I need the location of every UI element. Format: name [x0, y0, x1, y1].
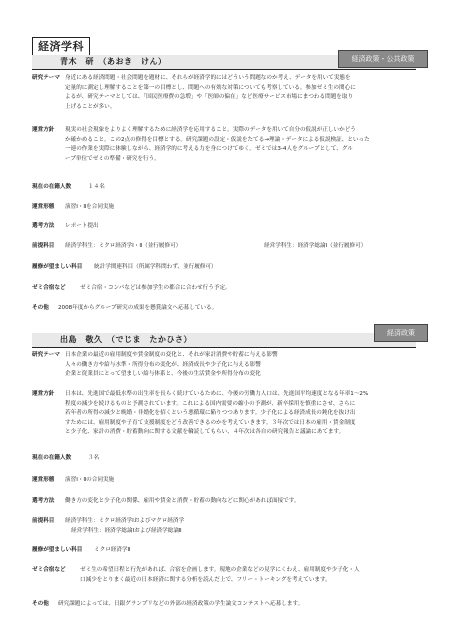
- field-label: 運営形態: [32, 204, 55, 210]
- field-label: 研究テーマ: [32, 75, 60, 81]
- field-label: 現在の在籍人数: [32, 184, 72, 190]
- field-value: 研究課題によっては、日銀グランプリなどの外部の経済政策の学生論文コンテストへ応募します。: [58, 601, 304, 607]
- field-value: レポート提出: [65, 223, 99, 229]
- field-value: ３名: [88, 455, 100, 461]
- field-label: ゼミ合宿など: [32, 567, 66, 573]
- field-label: 前提科目: [32, 518, 55, 524]
- field-label: 運営方針: [32, 391, 55, 397]
- field-label: 選考方法: [32, 223, 55, 229]
- field-badge: 経済政策: [374, 324, 428, 342]
- field-value: 身近にある経済問題・社会問題を題材に、それらが経済学的にはどういう問題なのか考え、データを用いて実態を 定量的に測定し理解することを第一の目標とし、問題への有効な対策についても考察している。参加ゼミ生の関心に よるが、研究テーマとしては、「国民医療費の急増」や「医師の偏在」など医療サービス市場にまつわる問題を取り 上げることが多い。: [65, 75, 356, 110]
- field-value: 現実の社会現象をよりよく理解するために経済学を応用すること。実際のデータを用いて自分の仮説が正しいかどう か確かめること。この2点の修得を目標とする。研究課題の設定・仮説をたてる→理論・データによる仮説検証、といった 一連の作業を実際に体験しながら、経済学的に考える力を身につけてゆく。ゼミでは3-4人をグループとして、グル ープ単位でゼミの準備・研究を行う。: [65, 127, 370, 162]
- professor-header-dejima: [32, 333, 416, 348]
- field-label: ゼミ合宿など: [32, 285, 66, 291]
- field-value: ゼミ生の希望日程と行先があれば、合宿を企画します。現地の企業などの見学にくわえ、雇用制度や少子化・人 口減少をとりまく最近の日本経済に関する分析を読んだ上で、フリー・トーキングを考えています。: [80, 567, 360, 583]
- department-title: 経済学科: [32, 37, 90, 56]
- field-value: 統計学関連科目（所属学科問わず、並行履修可）: [94, 264, 217, 270]
- field-badge: 経済政策・公共政策: [338, 50, 428, 68]
- field-value-2: 経営学科生：経済学総論Ⅰ（並行履修可）: [264, 243, 367, 249]
- field-value: 経済学科生：ミクロ経済学Ⅰおよびマクロ経済学 経営学科生：経済学総論Ⅰおよび経済学総論Ⅱ: [65, 518, 185, 534]
- field-label: 履修が望ましい科目: [32, 264, 83, 270]
- field-label: 現在の在籍人数: [32, 455, 72, 461]
- field-value: 演習Ⅰ・Ⅱを合同実施: [65, 204, 115, 210]
- field-value: 経済学科生：ミクロ経済学Ⅰ・Ⅱ（並行履修可）: [65, 243, 182, 249]
- field-label: その他: [32, 601, 49, 607]
- field-label: 選考方法: [32, 498, 55, 504]
- field-label: 前提科目: [32, 243, 55, 249]
- field-value: 日本企業の最近の雇用制度や賃金制度の変化と、それが家計消費や貯蓄に与える影響 人々の働き方や給与水準・所得分布の変化が、経済成長や少子化に与える影響 企業と従業員にとって望ましい給与体系と、今後の生活賃金や所得分布の変化: [65, 352, 278, 377]
- field-value: １４名: [88, 184, 105, 190]
- professor-name: 出島 敬久 （でじま たかひさ）: [60, 335, 192, 344]
- field-label: 研究テーマ: [32, 352, 60, 358]
- field-label: 運営形態: [32, 477, 55, 483]
- field-value: ゼミ合宿・コンパなどは参加学生の都合に合わせ行う予定。: [80, 285, 231, 291]
- field-value: 演習Ⅰ・Ⅱの合同実施: [65, 477, 115, 483]
- field-value: ミクロ経済学Ⅱ: [94, 547, 131, 553]
- professor-name: 青木 研 （あおき けん）: [60, 57, 167, 66]
- field-value: 日本は、先進国で最低水準の出生率を長らく続けているために、今後の労働力人口は、先進国平均速度となる年率1〜2% 程度の減少を続けるものと予測されています。これによる国内需要の縮小の予測が、新卒採用を慎重にさせ、さらに 若年者の所得の減少と晩婚・非婚化を招くという悪循環に陥りつつあります。少子化による経済成長の鈍化を抜け出 すためには、雇用制度や子育て支援制度をどう改善できるのかを考えていきます。３年次では日本の雇用・賃金制度 と少子化、家計の消費・貯蓄動向に関する文献を輪読してもらい、４年次は各自の研究報告と議論にあてます。: [65, 391, 369, 435]
- field-label: 運営方針: [32, 127, 55, 133]
- field-label: その他: [32, 305, 49, 311]
- field-value: 2008年度からグループ研究の成果を懸賞論文へ応募している。: [58, 305, 218, 311]
- field-value: 働き方の変化と少子化の関係、雇用や賃金と消費・貯蓄の動向などに関心があれば面接です。: [65, 498, 300, 504]
- field-label: 履修が望ましい科目: [32, 547, 83, 553]
